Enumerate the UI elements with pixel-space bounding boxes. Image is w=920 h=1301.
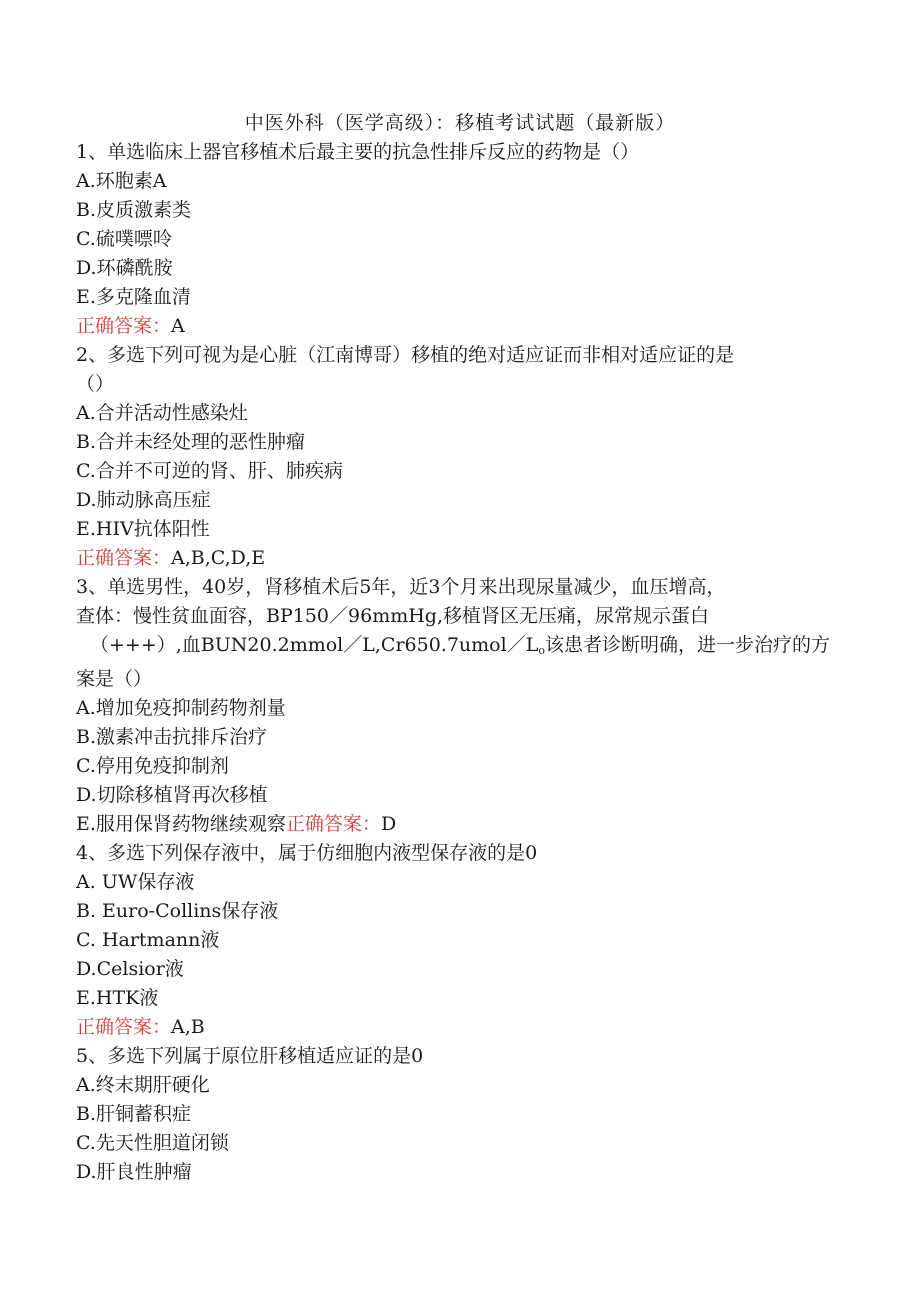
q2-option-c: C.合并不可逆的肾、肝、肺疾病 — [76, 460, 343, 482]
q3-answer-value: D — [380, 813, 397, 835]
q1-option-b: B.皮质激素类 — [76, 199, 192, 221]
q2-option-a: A.合并活动性感染灶 — [76, 402, 248, 424]
q4-answer — [76, 1013, 836, 1042]
q1-option-a: A.环胞素A — [76, 170, 167, 192]
question-list — [76, 138, 836, 1187]
question-4 — [76, 839, 836, 1042]
answer-label: 正确答案： — [76, 547, 172, 569]
q1-option-d: D.环磷酰胺 — [76, 257, 173, 279]
question-1-stem: 1、单选临床上器官移植术后最主要的抗急性排斥反应的药物是（） — [76, 141, 640, 163]
q2-option-d: D.肺动脉高压症 — [76, 489, 211, 511]
q2-answer — [76, 544, 836, 573]
q4-option-c: C. Hartmann液 — [76, 929, 220, 951]
question-2-stem-line-1: 2、多选下列可视为是心脏（江南博哥）移植的绝对适应证而非相对适应证的是 — [76, 344, 735, 366]
question-3-stem-line-4: 案是（） — [76, 668, 153, 690]
question-3-stem-line-3 — [76, 631, 836, 665]
q5-option-b: B.肝铜蓄积症 — [76, 1103, 192, 1125]
q4-option-a: A. UW保存液 — [76, 871, 195, 893]
answer-label: 正确答案： — [76, 315, 172, 337]
q3-option-d: D.切除移植肾再次移植 — [76, 784, 268, 806]
q3-option-e-with-answer — [76, 810, 836, 839]
q1-answer — [76, 312, 836, 341]
question-2-stem-line-2: （） — [76, 373, 115, 395]
q3-stem-line-3-subscript: o — [538, 644, 545, 657]
q2-option-b: B.合并未经处理的恶性肿瘤 — [76, 431, 306, 453]
document-title: 中医外科（医学高级）：移植考试试题（最新版） — [244, 112, 676, 134]
q4-option-d: D.Celsior液 — [76, 958, 184, 980]
q3-option-e: E.服用保肾药物继续观察 — [76, 813, 286, 835]
q4-option-e: E.HTK液 — [76, 987, 159, 1009]
question-3-stem-line-2: 查体：慢性贫血面容，BP150／96mmHg,移植肾区无压痛，尿常规示蛋白 — [76, 605, 709, 627]
question-4-stem: 4、多选下列保存液中，属于仿细胞内液型保存液的是0 — [76, 842, 538, 864]
q4-option-b: B. Euro-Collins保存液 — [76, 900, 279, 922]
q1-answer-value: A — [171, 315, 185, 337]
q2-answer-value: A,B,C,D,E — [171, 547, 266, 569]
question-3-stem-line-1: 3、单选男性，40岁，肾移植术后5年，近3个月来出现尿量减少，血压增高， — [76, 576, 726, 598]
q3-option-c: C.停用免疫抑制剂 — [76, 755, 229, 777]
question-2 — [76, 341, 836, 573]
q4-answer-value: A,B — [171, 1016, 205, 1038]
question-5-stem: 5、多选下列属于原位肝移植适应证的是0 — [76, 1045, 424, 1067]
q3-stem-line-3-part-b: 该患者诊断明确，进一步治疗的方 — [544, 634, 830, 656]
q3-option-a: A.增加免疫抑制药物剂量 — [76, 697, 286, 719]
q3-stem-line-3-part-a: （+++）,血BUN20.2mmol／L,Cr650.7umol／L — [90, 634, 539, 656]
answer-label: 正确答案： — [76, 1016, 172, 1038]
question-5 — [76, 1042, 836, 1187]
question-3 — [76, 573, 836, 839]
q5-option-a: A.终末期肝硬化 — [76, 1074, 210, 1096]
question-1 — [76, 138, 836, 341]
q5-option-d: D.肝良性肿瘤 — [76, 1161, 192, 1183]
q2-option-e: E.HIV抗体阳性 — [76, 518, 210, 540]
q1-option-c: C.硫噗嘌呤 — [76, 228, 172, 250]
q5-option-c: C.先天性胆道闭锁 — [76, 1132, 229, 1154]
answer-label: 正确答案： — [285, 813, 381, 835]
q3-option-b: B.激素冲击抗排斥治疗 — [76, 726, 268, 748]
q1-option-e: E.多克隆血清 — [76, 286, 191, 308]
